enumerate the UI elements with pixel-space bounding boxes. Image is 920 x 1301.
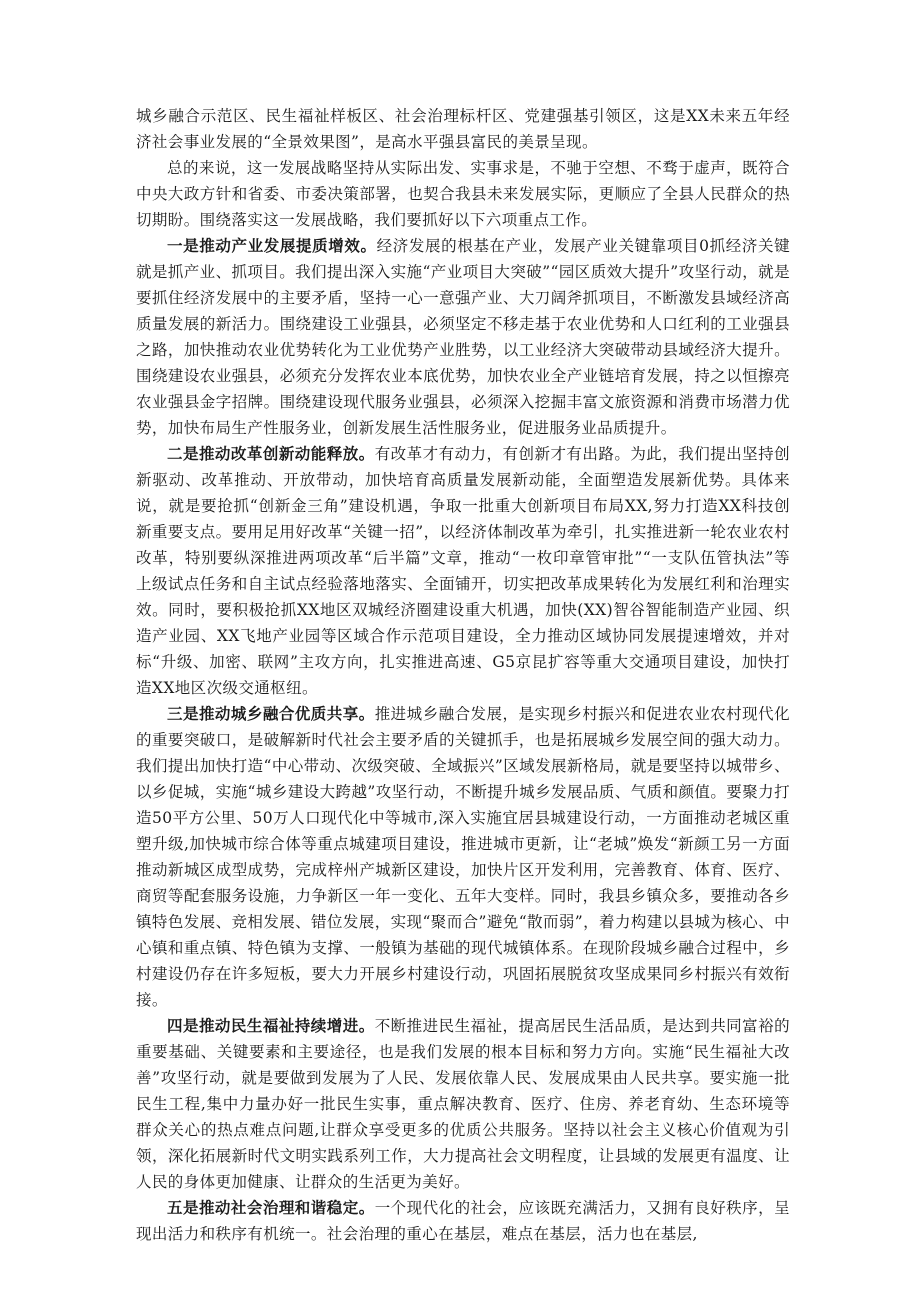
paragraph-text: 不断推进民生福祉，提高居民生活品质，是达到共同富裕的重要基础、关键要素和主要途径，也是我们发展的根本目标和努力方向。实施“民生福祉大改善”攻坚行动，就是要做到发展为了人民、发展依靠人民、发展成果由人民共享。要实施一批民生工程,集中力量办好一批民生实事，重点解决教育、医疗、住房、养老育幼、生态环境等群众关心的热点难点问题,让群众享受更多的优质公共服务。坚持以社会主义核心价值观为引领，深化拓展新时代文明实践系列工作，大力提高社会文明程度，让县域的发展更有温度、让人民的身体更加健康、让群众的生活更为美好。 <box>136 1017 791 1191</box>
paragraph-text: 经济发展的根基在产业，发展产业关键靠项目0抓经济关键就是抓产业、抓项目。我们提出深入实施“产业项目大突破”“园区质效大提升”攻坚行动，就是要抓住经济发展中的主要矛盾，坚持一心一意强产业、大刀阔斧抓项目，不断激发县域经济高质量发展的新活力。围绕建设工业强县，必须坚定不移走基于农业优势和人口红利的工业强县之路，加快推动农业优势转化为工业优势产业胜势，以工业经济大突破带动县域经济大提升。围绕建设农业强县，必须充分发挥农业本底优势，加快农业全产业链培育发展，持之以恒擦亮农业强县金字招牌。围绕建设现代服务业强县，必须深入挖掘丰富文旅资源和消费市场潜力优势，加快布局生产性服务业，创新发展生活性服务业，促进服务业品质提升。 <box>136 237 791 437</box>
paragraph-lead: 三是推动城乡融合优质共享。 <box>167 704 375 723</box>
paragraph-lead: 五是推动社会治理和谐稳定。 <box>167 1198 375 1217</box>
paragraph-text: 推进城乡融合发展，是实现乡村振兴和促进农业农村现代化的重要突破口，是破解新时代社会主要矛盾的关键抓手，也是拓展城乡发展空间的强大动力。我们提出加快打造“中心带动、次级突破、全域振兴”区域发展新格局，就是要坚持以城带乡、以乡促城，实施“城乡建设大跨越”攻坚行动，不断提升城乡发展品质、气质和颜值。要聚力打造50平方公里、50万人口现代化中等城市,深入实施宜居县城建设行动，一方面推动老城区重塑升级,加快城市综合体等重点城建项目建设，推进城市更新，让“老城”焕发“新颜工另一方面推动新城区成型成势，完成梓州产城新区建设，加快片区开发利用，完善教育、体育、医疗、商贸等配套服务设施，力争新区一年一变化、五年大变样。同时，我县乡镇众多，要推动各乡镇特色发展、竞相发展、错位发展，实现“聚而合”避免“散而弱”，着力构建以县城为核心、中心镇和重点镇、特色镇为支撑、一般镇为基础的现代城镇体系。在现阶段城乡融合过程中，乡村建设仍存在许多短板，要大力开展乡村建设行动，巩固拓展脱贫攻坚成果同乡村振兴有效衔接。 <box>136 705 791 1009</box>
paragraph-text: 城乡融合示范区、民生福祉样板区、社会治理标杆区、党建强基引领区，这是XX未来五年经济社会事业发展的“全景效果图”，是高水平强县富民的美景呈现。 <box>136 107 790 151</box>
paragraph-industry <box>136 233 790 441</box>
paragraph-governance <box>136 1195 790 1247</box>
paragraph-text: 总的来说，这一发展战略坚持从实际出发、实事求是，不驰于空想、不骛于虚声，既符合中央大政方针和省委、市委决策部署，也契合我县未来发展实际，更顺应了全县人民群众的热切期盼。围绕落实这一发展战略，我们要抓好以下六项重点工作。 <box>136 159 790 229</box>
paragraph-lead: 四是推动民生福祉持续增进。 <box>167 1016 375 1035</box>
paragraph-reform <box>136 441 790 701</box>
paragraph-lead: 二是推动改革创新动能释放。 <box>167 444 375 463</box>
paragraph-urban-rural <box>136 701 790 1013</box>
paragraph-text: 有改革才有动力，有创新才有出路。为此，我们提出坚持创新驱动、改革推动、开放带动，加快培育高质量发展新动能，全面塑造发展新优势。具体来说，就是要抢抓“创新金三角”建设机遇，争取一批重大创新项目布局XX,努力打造XX科技创新重要支点。要用足用好改革“关键一招”，以经济体制改革为牵引，扎实推进新一轮农业农村改革，特别要纵深推进两项改革“后半篇”文章，推动“一枚印章管审批”“一支队伍管执法”等上级试点任务和自主试点经验落地落实、全面铺开，切实把改革成果转化为发展红利和治理实效。同时，要积极抢抓XX地区双城经济圈建设重大机遇，加快(XX)智谷智能制造产业园、织造产业园、XX飞地产业园等区域合作示范项目建设，全力推动区域协同发展提速增效，并对标“升级、加密、联网”主攻方向，扎实推进高速、G5京昆扩容等重大交通项目建设，加快打造XX地区次级交通枢纽。 <box>136 445 791 697</box>
paragraph-text: 一个现代化的社会，应该既充满活力，又拥有良好秩序，呈现出活力和秩序有机统一。社会治理的重心在基层，难点在基层，活力也在基层, <box>136 1199 791 1243</box>
document-page <box>136 103 790 1247</box>
paragraph-continued <box>136 103 790 155</box>
paragraph-summary <box>136 155 790 233</box>
paragraph-livelihood <box>136 1013 790 1195</box>
paragraph-lead: 一是推动产业发展提质增效。 <box>167 236 377 255</box>
